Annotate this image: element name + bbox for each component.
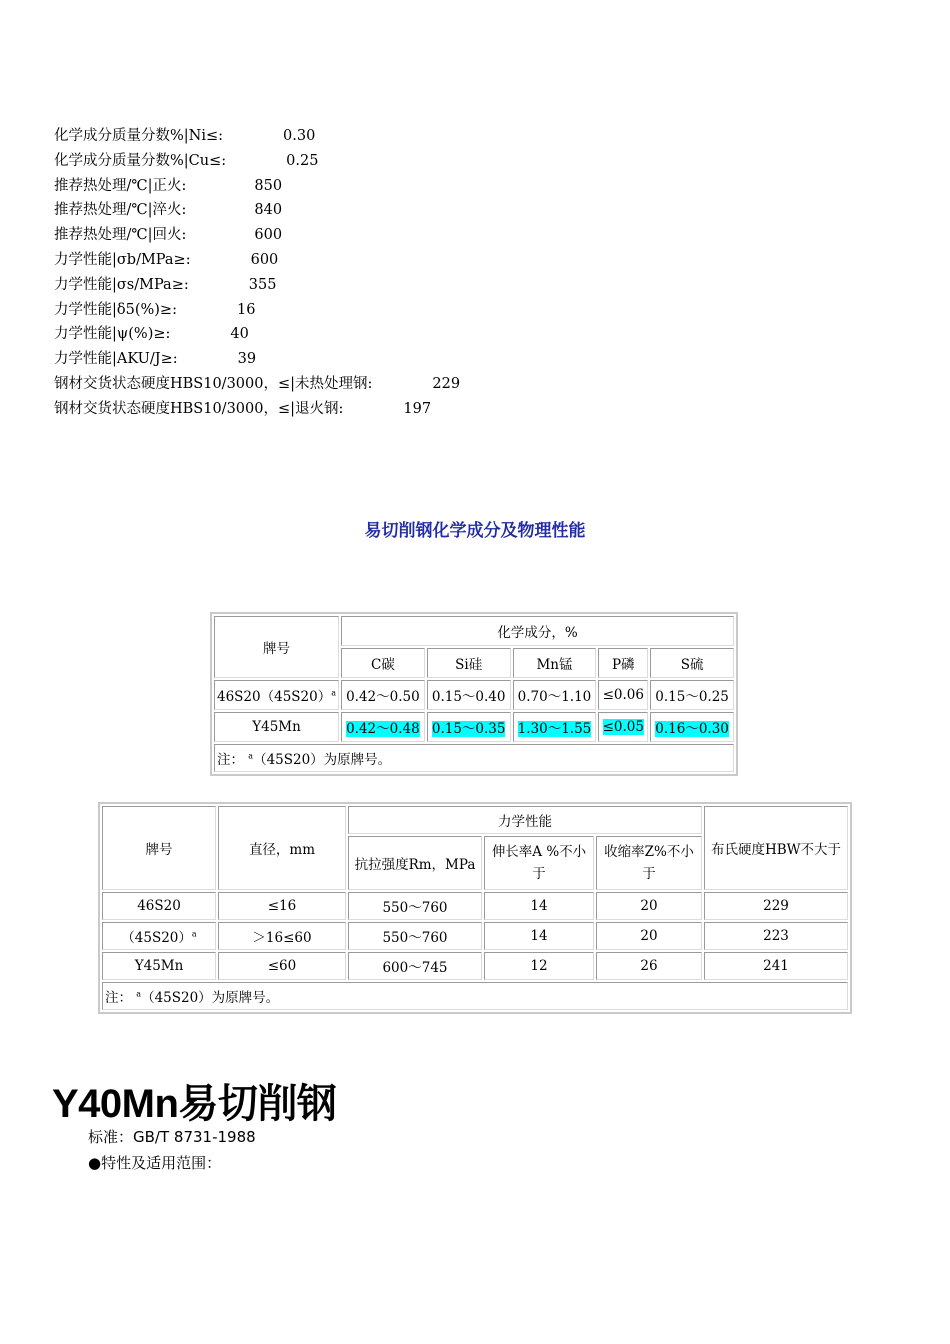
features-line: ●特性及适用范围： [88, 1154, 222, 1172]
spec-label: 力学性能|σb/MPa≥: [54, 251, 191, 268]
spec-value: 355 [248, 276, 277, 293]
reduction-header: 收缩率Z%不小于 [596, 836, 702, 890]
spec-value: 840 [254, 202, 283, 219]
table-cell: 0.42～0.48 [341, 712, 425, 742]
spec-line [54, 397, 460, 422]
section-title: 易切削钢化学成分及物理性能 [364, 521, 586, 541]
table-cell: 1.30～1.55 [513, 712, 597, 742]
table-cell: 0.15～0.40 [427, 680, 511, 710]
spec-label: 钢材交货状态硬度HBS10/3000，≤|退火钢: [54, 400, 344, 417]
spec-line [54, 322, 460, 347]
table-cell: 20 [596, 892, 702, 920]
spec-label: 推荐热处理/℃|正火: [54, 177, 187, 194]
table-cell: 223 [704, 922, 848, 950]
elongation-header: 伸长率A %不小于 [484, 836, 594, 890]
composition-group-header: 化学成分，% [341, 616, 734, 646]
table-cell: 600～745 [348, 952, 482, 980]
table-row [102, 952, 848, 980]
table-cell: 14 [484, 892, 594, 920]
table-cell: ≤0.05 [598, 712, 648, 742]
grade-cell: $(45S20)^a$ [102, 922, 216, 950]
chemical-composition-table [210, 612, 738, 776]
spec-label: 力学性能|ψ(%)≥: [54, 326, 171, 343]
column-header: Si硅 [427, 648, 511, 678]
spec-value: 197 [403, 400, 432, 417]
table-cell: 0.42～0.50 [341, 680, 425, 710]
spec-line [54, 174, 460, 199]
hardness-header: 布氏硬度HBW不大于 [704, 806, 848, 890]
table-cell: ≤0.06 [598, 680, 648, 710]
spec-line [54, 298, 460, 323]
spec-line [54, 273, 460, 298]
spec-line [54, 372, 460, 397]
column-header: Mn锰 [513, 648, 597, 678]
spec-value: 40 [230, 326, 249, 343]
spec-value: 600 [250, 251, 279, 268]
table-cell: 14 [484, 922, 594, 950]
table-cell: 241 [704, 952, 848, 980]
table-cell: ≤60 [218, 952, 346, 980]
spec-value: 39 [237, 351, 257, 368]
table-cell: 0.15～0.35 [427, 712, 511, 742]
spec-value: 0.30 [283, 128, 316, 144]
diameter-header: 直径，mm [218, 806, 346, 890]
standard-line: 标准：GB/T 8731-1988 [88, 1128, 256, 1146]
mechanical-properties-table [98, 802, 852, 1014]
table-row [102, 892, 848, 920]
table-cell: 0.15～0.25 [650, 680, 734, 710]
spec-value: 0.25 [286, 152, 319, 169]
spec-label: 推荐热处理/℃|淬火: [54, 202, 187, 219]
spec-label: 力学性能|AKU/J≥: [54, 351, 178, 368]
spec-list [54, 124, 460, 422]
mechanical-group-header: 力学性能 [348, 806, 702, 834]
spec-line [54, 248, 460, 273]
table-row [214, 680, 734, 710]
table-cell: 20 [596, 922, 702, 950]
table-row [102, 922, 848, 950]
column-header: P磷 [598, 648, 648, 678]
table-cell: 229 [704, 892, 848, 920]
table-cell: 12 [484, 952, 594, 980]
table-cell: 550～760 [348, 922, 482, 950]
spec-value: 600 [254, 227, 283, 244]
spec-label: 化学成分质量分数%|Cu≤: [54, 152, 227, 169]
spec-label: 力学性能|σs/MPa≥: [54, 276, 189, 293]
table-cell: 550～760 [348, 892, 482, 920]
grade-cell: Y45Mn [102, 952, 216, 980]
spec-line [54, 124, 460, 149]
spec-label: 力学性能|δ5(%)≥: [54, 301, 177, 318]
column-header: C碳 [341, 648, 425, 678]
spec-line [54, 223, 460, 248]
spec-value: 16 [236, 301, 256, 318]
table-cell: 0.70～1.10 [513, 680, 597, 710]
grade-header: 牌号 [214, 616, 339, 678]
page-title: Y40Mn易切削钢 [52, 1082, 337, 1126]
spec-line [54, 347, 460, 372]
grade-header: 牌号 [102, 806, 216, 890]
table-note: 注： $^a$（45S20）为原牌号。 [214, 744, 734, 772]
spec-label: 钢材交货状态硬度HBS10/3000，≤|未热处理钢: [54, 375, 373, 392]
spec-label: 推荐热处理/℃|回火: [54, 227, 187, 244]
grade-cell: Y45Mn [214, 712, 339, 742]
column-header: S硫 [650, 648, 734, 678]
spec-label: 化学成分质量分数%|Ni≤: [54, 128, 224, 144]
spec-line [54, 149, 460, 174]
spec-value: 229 [432, 375, 461, 392]
spec-line [54, 198, 460, 223]
grade-cell: 46S20 [102, 892, 216, 920]
table-cell: ≤16 [218, 892, 346, 920]
table-cell: 26 [596, 952, 702, 980]
table-row [214, 712, 734, 742]
grade-cell: $46S20(45S20)^a$ [214, 680, 339, 710]
table-cell: ＞16≤60 [218, 922, 346, 950]
table-cell: 0.16～0.30 [650, 712, 734, 742]
table-note: 注： $^a$（45S20）为原牌号。 [102, 982, 848, 1010]
spec-value: 850 [254, 177, 283, 194]
strength-header: 抗拉强度Rm，MPa [348, 836, 482, 890]
